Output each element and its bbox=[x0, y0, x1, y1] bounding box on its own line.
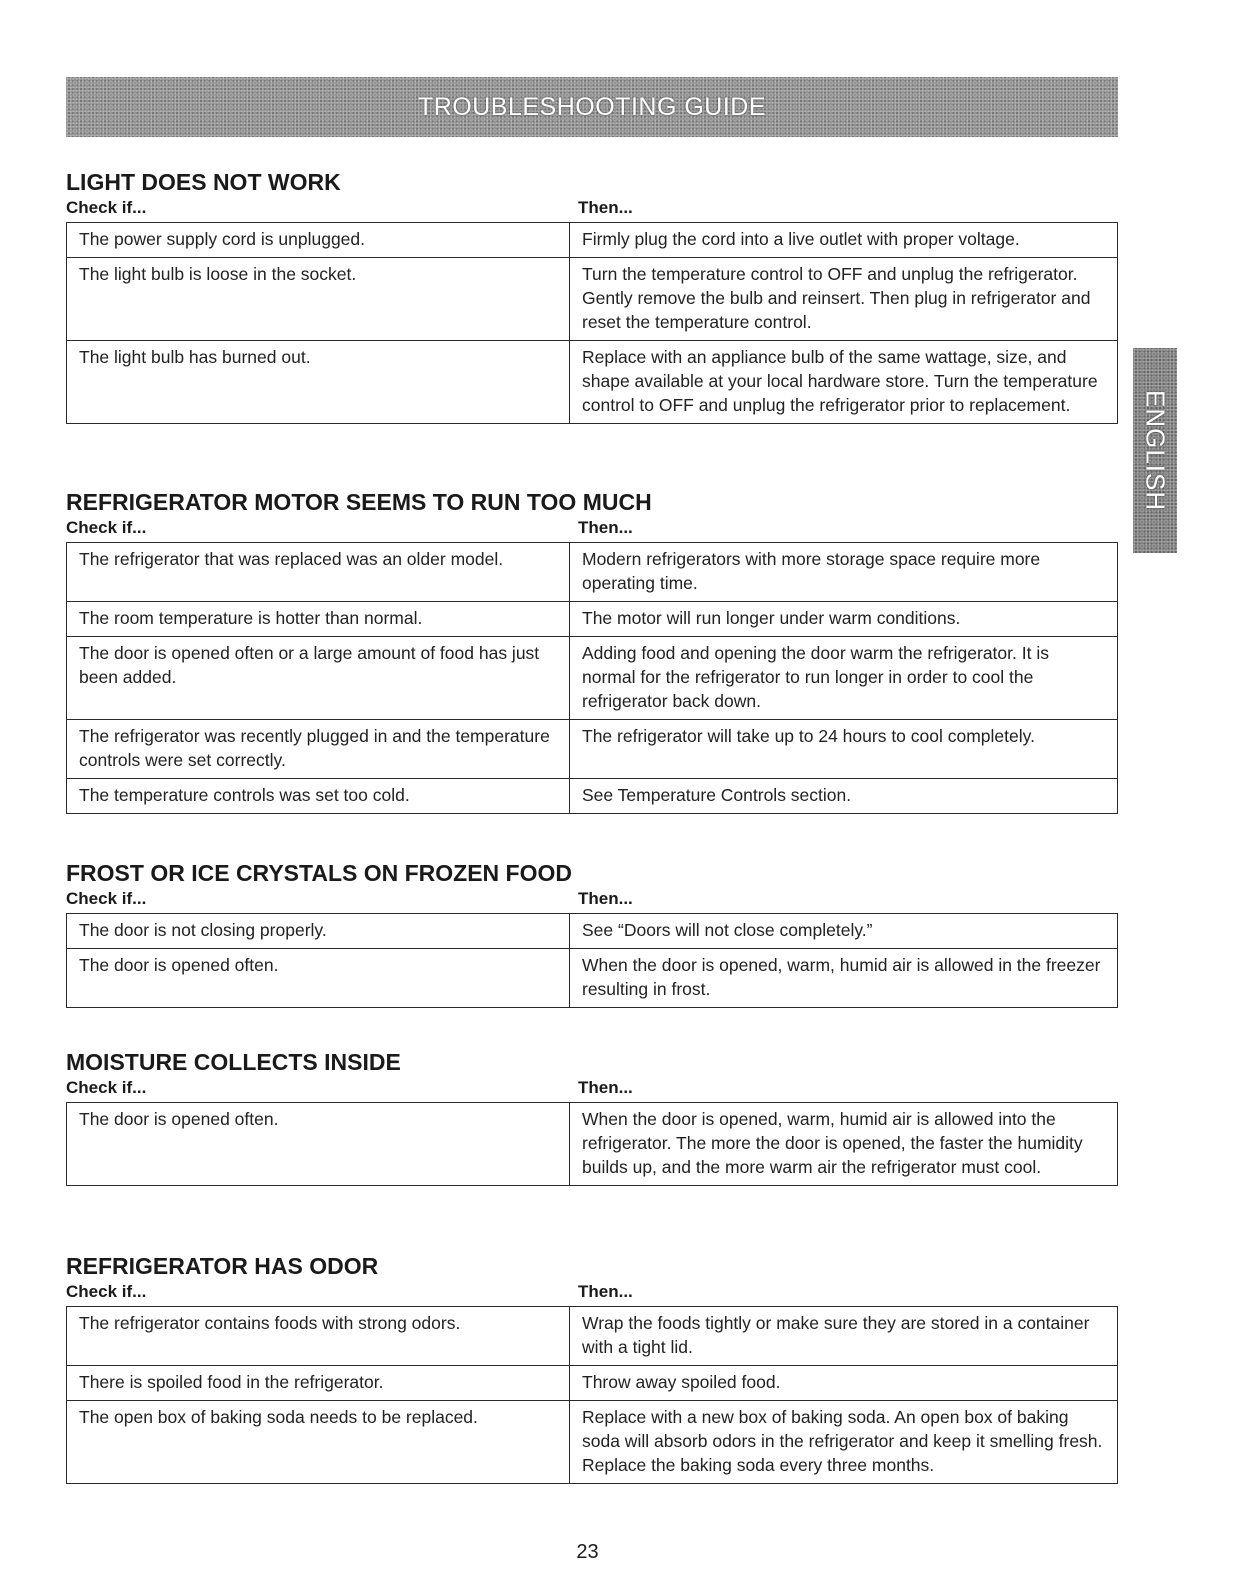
check-cell: The light bulb is loose in the socket. bbox=[67, 258, 570, 341]
check-cell: The refrigerator was recently plugged in and the temperature controls were set correctly. bbox=[67, 720, 570, 779]
column-headers bbox=[66, 1280, 1115, 1306]
table-row bbox=[67, 543, 1118, 602]
then-cell: Wrap the foods tightly or make sure they are stored in a container with a tight lid. bbox=[570, 1307, 1118, 1366]
section-refrigerator-odor bbox=[66, 1252, 1115, 1484]
then-cell: See “Doors will not close completely.” bbox=[570, 914, 1118, 949]
check-cell: The power supply cord is unplugged. bbox=[67, 223, 570, 258]
section-motor-runs-too-much bbox=[66, 488, 1115, 814]
then-cell: Adding food and opening the door warm the refrigerator. It is normal for the refrigerator to run longer in order to cool the refrigerator back down. bbox=[570, 637, 1118, 720]
then-cell: Throw away spoiled food. bbox=[570, 1366, 1118, 1401]
troubleshooting-table bbox=[66, 1306, 1118, 1484]
troubleshooting-table bbox=[66, 542, 1118, 814]
then-cell: When the door is opened, warm, humid air is allowed into the refrigerator. The more the door is opened, the faster the humidity builds up, and the more warm air the refrigerator must cool. bbox=[570, 1103, 1118, 1186]
check-if-header: Check if... bbox=[66, 198, 147, 217]
section-title: REFRIGERATOR HAS ODOR bbox=[66, 1253, 379, 1279]
table-row bbox=[67, 637, 1118, 720]
section-light-does-not-work bbox=[66, 168, 1115, 424]
guide-title-banner bbox=[66, 77, 1118, 137]
then-cell: Firmly plug the cord into a live outlet with proper voltage. bbox=[570, 223, 1118, 258]
check-cell: The refrigerator that was replaced was an older model. bbox=[67, 543, 570, 602]
then-cell: The motor will run longer under warm conditions. bbox=[570, 602, 1118, 637]
check-cell: The door is opened often or a large amount of food has just been added. bbox=[67, 637, 570, 720]
table-row bbox=[67, 1401, 1118, 1484]
then-header: Then... bbox=[578, 889, 633, 908]
then-cell: Replace with a new box of baking soda. An open box of baking soda will absorb odors in the refrigerator and keep it smelling fresh. Replace the baking soda every three months. bbox=[570, 1401, 1118, 1484]
then-cell: Turn the temperature control to OFF and unplug the refrigerator. Gently remove the bulb and reinsert. Then plug in refrigerator and reset the temperature control. bbox=[570, 258, 1118, 341]
check-cell: The refrigerator contains foods with strong odors. bbox=[67, 1307, 570, 1366]
table-row bbox=[67, 341, 1118, 424]
troubleshooting-table bbox=[66, 1102, 1118, 1186]
language-tab-label: ENGLISH bbox=[1140, 389, 1171, 512]
then-header: Then... bbox=[578, 518, 633, 537]
language-tab bbox=[1133, 348, 1177, 553]
table-row bbox=[67, 602, 1118, 637]
column-headers bbox=[66, 516, 1115, 542]
check-if-header: Check if... bbox=[66, 1282, 147, 1301]
check-cell: The door is opened often. bbox=[67, 949, 570, 1008]
check-if-header: Check if... bbox=[66, 889, 147, 908]
then-header: Then... bbox=[578, 1078, 633, 1097]
then-header: Then... bbox=[578, 198, 633, 217]
column-headers bbox=[66, 887, 1115, 913]
check-cell: The door is opened often. bbox=[67, 1103, 570, 1186]
check-cell: The door is not closing properly. bbox=[67, 914, 570, 949]
table-row bbox=[67, 223, 1118, 258]
check-cell: The room temperature is hotter than normal. bbox=[67, 602, 570, 637]
check-cell: There is spoiled food in the refrigerator. bbox=[67, 1366, 570, 1401]
table-row bbox=[67, 949, 1118, 1008]
section-title: MOISTURE COLLECTS INSIDE bbox=[66, 1049, 401, 1075]
table-row bbox=[67, 258, 1118, 341]
table-row bbox=[67, 1307, 1118, 1366]
check-cell: The temperature controls was set too cold. bbox=[67, 779, 570, 814]
check-if-header: Check if... bbox=[66, 518, 147, 537]
section-title: FROST OR ICE CRYSTALS ON FROZEN FOOD bbox=[66, 860, 572, 886]
troubleshooting-table bbox=[66, 913, 1118, 1008]
then-cell: Replace with an appliance bulb of the same wattage, size, and shape available at your local hardware store. Turn the temperature control to OFF and unplug the refrigerator prior to replacement. bbox=[570, 341, 1118, 424]
section-title: REFRIGERATOR MOTOR SEEMS TO RUN TOO MUCH bbox=[66, 489, 652, 515]
troubleshooting-table bbox=[66, 222, 1118, 424]
section-moisture-collects bbox=[66, 1048, 1115, 1186]
then-cell: The refrigerator will take up to 24 hours to cool completely. bbox=[570, 720, 1118, 779]
check-if-header: Check if... bbox=[66, 1078, 147, 1097]
column-headers bbox=[66, 196, 1115, 222]
check-cell: The light bulb has burned out. bbox=[67, 341, 570, 424]
then-cell: See Temperature Controls section. bbox=[570, 779, 1118, 814]
column-headers bbox=[66, 1076, 1115, 1102]
table-row bbox=[67, 914, 1118, 949]
then-cell: Modern refrigerators with more storage space require more operating time. bbox=[570, 543, 1118, 602]
page-number: 23 bbox=[576, 1541, 599, 1563]
table-row bbox=[67, 779, 1118, 814]
then-header: Then... bbox=[578, 1282, 633, 1301]
check-cell: The open box of baking soda needs to be replaced. bbox=[67, 1401, 570, 1484]
then-cell: When the door is opened, warm, humid air is allowed in the freezer resulting in frost. bbox=[570, 949, 1118, 1008]
guide-title: TROUBLESHOOTING GUIDE bbox=[417, 92, 767, 121]
table-row bbox=[67, 720, 1118, 779]
section-frost-on-frozen-food bbox=[66, 859, 1115, 1008]
section-title: LIGHT DOES NOT WORK bbox=[66, 169, 341, 195]
table-row bbox=[67, 1103, 1118, 1186]
table-row bbox=[67, 1366, 1118, 1401]
